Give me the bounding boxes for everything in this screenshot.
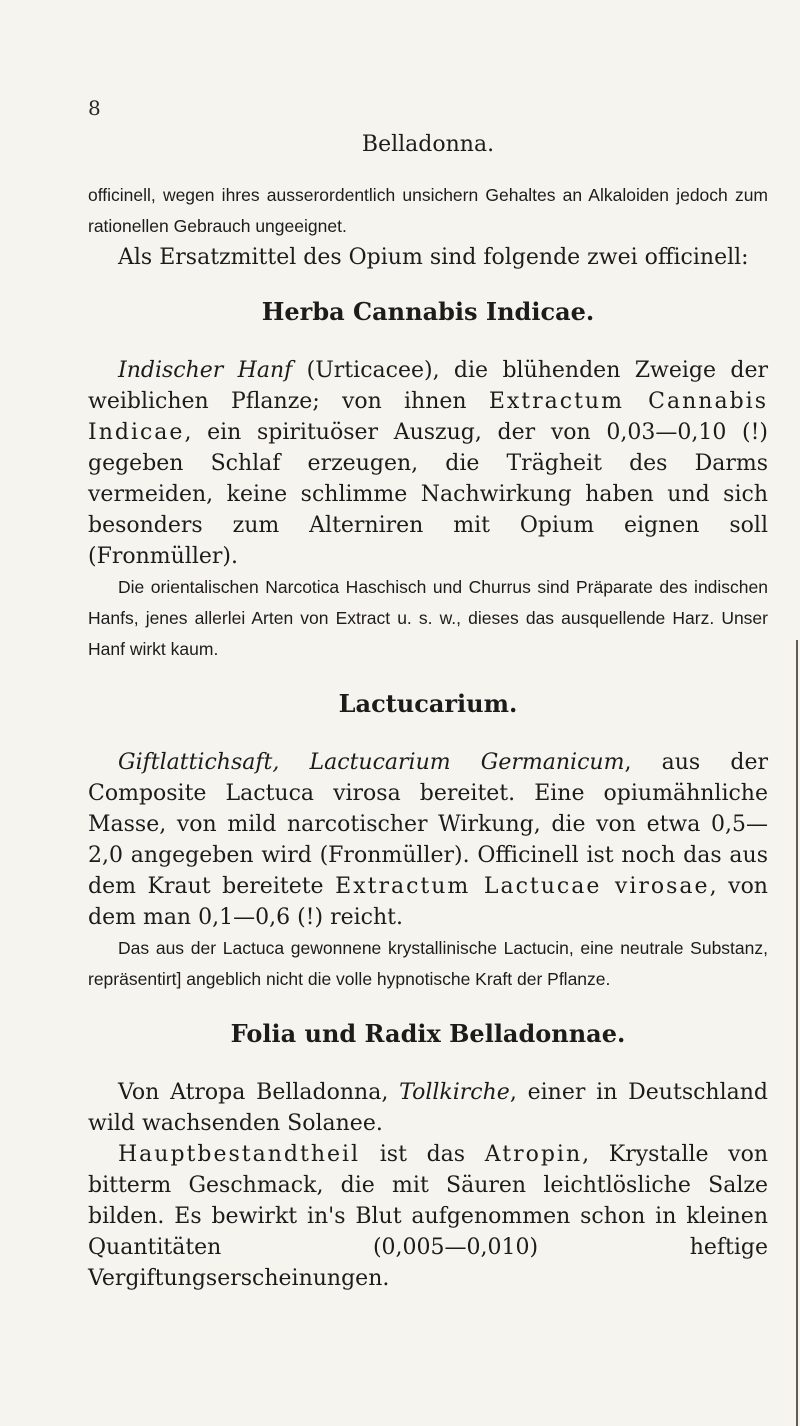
note-lactucarium: Das aus der Lactuca gewonnene krystallinische Lactucin, eine neutrale Substanz, repräsentirt] angeblich nicht die volle hypnotische Kraft der Pflanze. xyxy=(88,938,768,989)
term-spaced: Extractum Lactucae virosae xyxy=(335,874,710,899)
running-title: Belladonna. xyxy=(361,132,495,157)
text-run: , aus der Composite Lactuca virosa bereitet. Eine opiumähnliche Masse, von mild narcotischer Wirkung, die von etwa 0,5—2,0 angegeben wird (Fronmüller). Officinell ist noch das aus dem Kraut bereitete xyxy=(88,750,768,899)
text-run: Von Atropa Belladonna, xyxy=(118,1080,400,1105)
text-run: , von dem man 0,1—0,6 (!) reicht. xyxy=(88,874,768,930)
page-number: 8 xyxy=(88,96,101,120)
paragraph-belladonna-origin xyxy=(88,1077,768,1139)
text-run: (Urticacee), die blühenden Zweige der weiblichen Pflanze; von ihnen xyxy=(88,358,769,414)
intro-sentence: Als Ersatzmittel des Opium sind folgende zwei officinell: xyxy=(118,245,749,270)
term-spaced: Extractum Cannabis Indicae xyxy=(88,389,768,445)
text-run: , einer in Deutschland wild wachsenden Solanee. xyxy=(88,1080,769,1136)
paragraph-lactucarium xyxy=(88,747,768,933)
term-spaced: Atropin xyxy=(484,1142,583,1167)
paragraph-cannabis xyxy=(88,355,768,572)
term-italic: Giftlattichsaft, Lactucarium Germanicum xyxy=(118,750,625,775)
section-heading-belladonna: Folia und Radix Belladonnae. xyxy=(230,1019,626,1048)
section-heading-lactucarium: Lactucarium. xyxy=(338,689,518,718)
page-body xyxy=(88,180,768,1294)
section-heading-cannabis: Herba Cannabis Indicae. xyxy=(261,297,595,326)
text-run: ist das xyxy=(360,1142,485,1167)
note-cannabis: Die orientalischen Narcotica Haschisch und Churrus sind Präparate des indischen Hanfs, jenes allerlei Arten von Extract u. s. w., dieses das ausquellende Harz. Unser Hanf wirkt kaum. xyxy=(88,577,768,659)
term-spaced: Hauptbestandtheil xyxy=(118,1142,361,1167)
intro-continuation: officinell, wegen ihres ausserordentlich unsichern Gehaltes an Alkaloiden jedoch zum rationellen Gebrauch ungeeignet. xyxy=(88,185,768,236)
term-italic: Tollkirche xyxy=(399,1080,510,1105)
text-run: , ein spirituöser Auszug, der von 0,03—0,10 (!) gegeben Schlaf erzeugen, die Trägheit des Darms vermeiden, keine schlimme Nachwirkung haben und sich besonders zum Alterniren mit Opium eignen soll (Fronmüller). xyxy=(88,420,768,569)
text-run: , Krystalle von bitterm Geschmack, die mit Säuren leichtlösliche Salze bilden. Es bewirkt in's Blut aufgenommen schon in kleinen Quantitäten (0,005—0,010) heftige Vergiftungserscheinungen. xyxy=(88,1142,769,1291)
term-italic: Indischer Hanf xyxy=(118,358,293,383)
paragraph-belladonna-atropin xyxy=(88,1139,768,1294)
page-edge-shadow xyxy=(796,640,798,1426)
